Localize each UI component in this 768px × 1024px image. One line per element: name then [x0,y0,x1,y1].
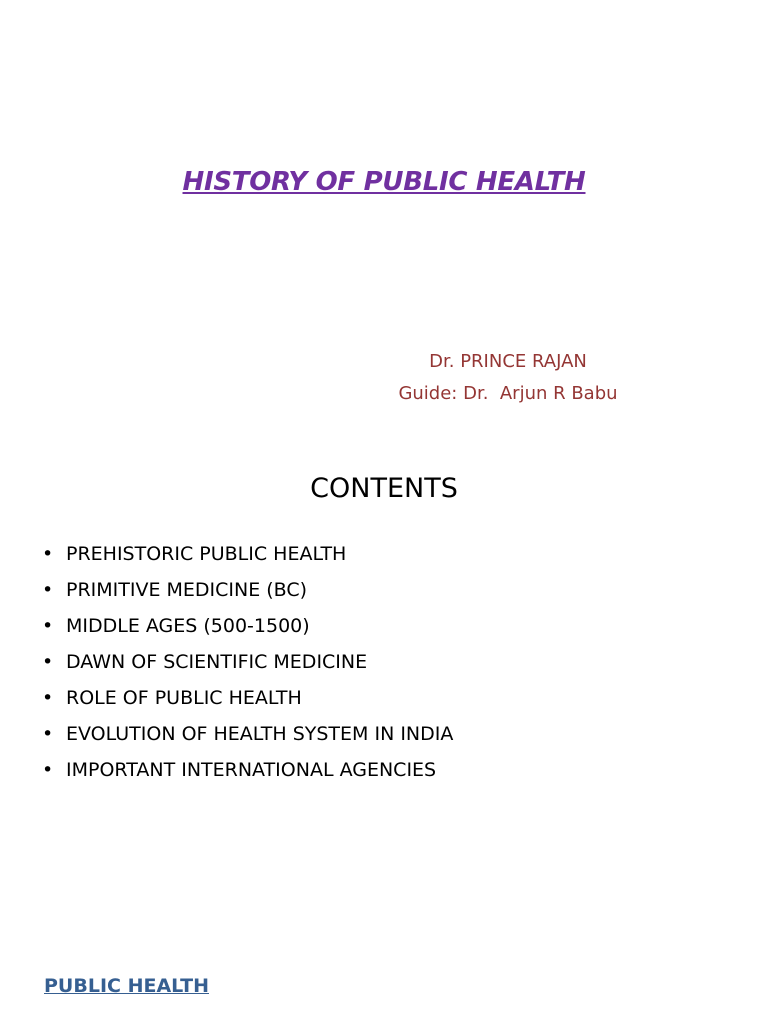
document-title: HISTORY OF PUBLIC HEALTH [182,167,586,197]
contents-item-label: PREHISTORIC PUBLIC HEALTH [66,543,347,565]
contents-item-label: IMPORTANT INTERNATIONAL AGENCIES [66,759,437,781]
contents-heading: CONTENTS [310,473,458,504]
bullet-icon: • [42,543,54,565]
contents-item [42,644,742,680]
contents-item [42,716,742,752]
bullet-icon: • [42,615,54,637]
bullet-icon: • [42,579,54,601]
contents-item-label: ROLE OF PUBLIC HEALTH [66,687,302,709]
guide-name: Guide: Dr. Arjun R Babu [398,383,618,404]
bullet-icon: • [42,651,54,673]
contents-item [42,680,742,716]
contents-item-label: EVOLUTION OF HEALTH SYSTEM IN INDIA [66,723,454,745]
bullet-icon: • [42,723,54,745]
contents-item-label: PRIMITIVE MEDICINE (BC) [66,579,308,601]
bullet-icon: • [42,687,54,709]
contents-item [42,572,742,608]
contents-list [42,536,742,788]
contents-item-label: DAWN OF SCIENTIFIC MEDICINE [66,651,368,673]
author-name: Dr. PRINCE RAJAN [429,351,587,372]
contents-item [42,608,742,644]
contents-item-label: MIDDLE AGES (500-1500) [66,615,310,637]
contents-item [42,752,742,788]
author-block [370,346,646,410]
contents-item [42,536,742,572]
section-heading-public-health[interactable]: PUBLIC HEALTH [44,975,209,997]
bullet-icon: • [42,759,54,781]
